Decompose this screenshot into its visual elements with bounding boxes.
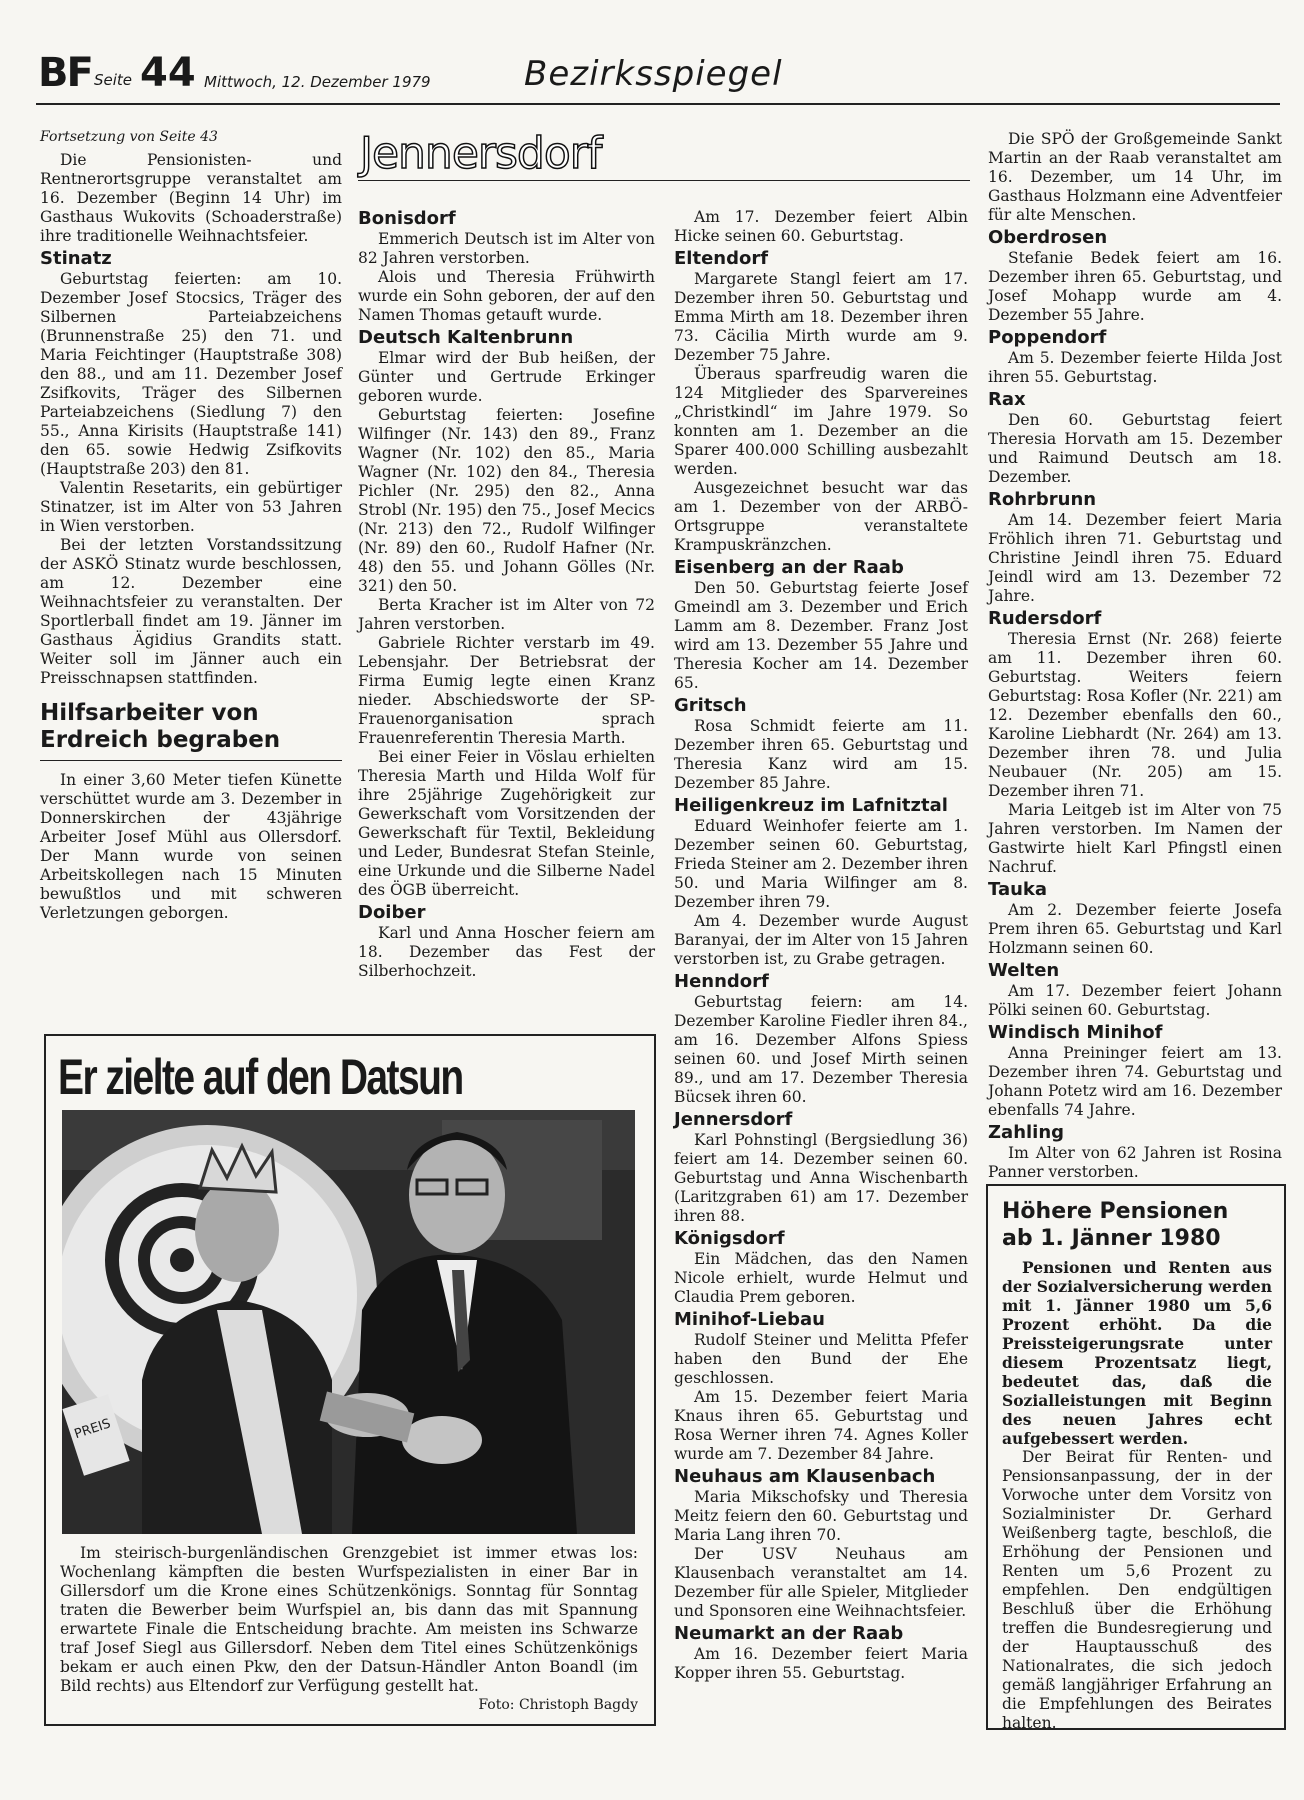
heading-deutsch-kaltenbrunn: Deutsch Kaltenbrunn xyxy=(358,327,574,348)
article-paragraph: Margarete Stangl feiert am 17. Dezember ihren 50. Geburtstag und Emma Mirth am 18. Dezember ihren 73. Cäcilia Mirth wurde am 9. Dezember 75 Jahre. xyxy=(674,270,968,364)
article-paragraph: Der USV Neuhaus am Klausenbach veranstaltet am 14. Dezember für alle Spieler, Mitglieder und Sponsoren eine Weihnachtsfeier. xyxy=(674,1545,968,1620)
article-paragraph: Geburtstag feiern: am 14. Dezember Karoline Fiedler ihren 84., am 16. Dezember Alfons Spiess seinen 60. und Josef Mirth seinen 89., und am 17. Dezember Theresia Bücsek ihren 60. xyxy=(674,993,968,1106)
logo: BF xyxy=(38,50,92,96)
heading-eltendorf: Eltendorf xyxy=(674,248,769,269)
heading-rudersdorf: Rudersdorf xyxy=(988,608,1102,629)
article-paragraph: Bei einer Feier in Vöslau erhielten Theresia Marth und Hilda Wolf für ihre 25jährige Zugehörigkeit zur Gewerkschaft vom Vorsitzenden der Gewerkschaft für Textil, Bekleidung und Leder, Bundesrat Stefan Steinle, eine Urkunde und die Silberne Nadel des ÖGB überreicht. xyxy=(358,748,655,899)
heading-windisch-minihof: Windisch Minihof xyxy=(988,1022,1163,1043)
heading-rohrbrunn: Rohrbrunn xyxy=(988,489,1097,510)
article-paragraph: Den 50. Geburtstag feierte Josef Gmeindl am 3. Dezember und Erich Lamm am 8. Dezember. Franz Jost wird am 13. Dezember 55 Jahre und Theresia Kocher am 14. Dezember 65. xyxy=(674,579,968,692)
heading-welten: Welten xyxy=(988,960,1060,981)
headline-line-2: Erdreich begraben xyxy=(40,727,281,753)
photo-credit: Foto: Christoph Bagdy xyxy=(478,1697,638,1713)
article-paragraph: Elmar wird der Bub heißen, der Günter und Gertrude Erkinger geboren wurde. xyxy=(358,349,655,405)
pensionen-headline xyxy=(1002,1198,1272,1252)
section-title: Bezirksspiegel xyxy=(524,54,783,94)
article-paragraph: Am 4. Dezember wurde August Baranyai, der im Alter von 15 Jahren verstorben ist, zu Grabe getragen. xyxy=(674,912,968,968)
article-paragraph: Am 16. Dezember feiert Maria Kopper ihren 55. Geburtstag. xyxy=(674,1645,968,1682)
article-paragraph: Am 14. Dezember feiert Maria Fröhlich ihren 71. Geburtstag und Christine Jeindl ihren 75. Eduard Jeindl wird am 13. Dezember 72 Jahre. xyxy=(988,511,1282,605)
sash-text: PREIS xyxy=(72,1416,113,1443)
heading-henndorf: Henndorf xyxy=(674,971,769,992)
issue-date: Mittwoch, 12. Dezember 1979 xyxy=(204,73,431,91)
article-paragraph: Im Alter von 62 Jahren ist Rosina Panner verstorben. xyxy=(988,1144,1282,1181)
article-paragraph: Der Beirat für Renten- und Pensionsanpassung, der in der Vorwoche unter dem Vorsitz von Sozialminister Dr. Gerhard Weißenberg tagte, beschloß, die Erhöhung der Pensionen und Renten um 5,6 Prozent zu empfehlen. Den endgültigen Beschluß über die Erhöhung treffen die Bundesregierung und der Hauptausschuß des Nationalrates, die sich jedoch gemäß langjähriger Erfahrung an die Empfehlungen des Beirates halten. xyxy=(1002,1448,1272,1732)
article-paragraph: Maria Leitgeb ist im Alter von 75 Jahren verstorben. Im Namen der Gastwirte hielt Karl Pfingstl einen Nachruf. xyxy=(988,801,1282,876)
article-paragraph: Am 15. Dezember feiert Maria Knaus ihren 65. Geburtstag und Rosa Werner ihren 74. Agnes Koller wurde am 7. Dezember 84 Jahre. xyxy=(674,1388,968,1463)
caption-text: Im steirisch-burgenländischen Grenzgebiet ist immer etwas los: Wochenlang kämpften die besten Wurfspezialisten in einer Bar in Gillersdorf um die Krone eines Schützenkönigs. Sonntag für Sonntag traten die Bewerber beim Wurfspiel an, bis dann das mit Spannung erwartete Finale die Entscheidung brachte. Am meisten ins Schwarze traf Josef Siegl aus Gillersdorf. Neben dem Titel eines Schützenkönigs bekam er auch einen Pkw, den der Datsun-Händler Anton Boandl (im Bild rechts) aus Eltendorf zur Verfügung gestellt hat. xyxy=(60,1544,638,1695)
column-left xyxy=(40,128,342,923)
heading-tauka: Tauka xyxy=(988,879,1048,900)
heading-neuhaus: Neuhaus am Klausenbach xyxy=(674,1466,936,1487)
heading-zahling: Zahling xyxy=(988,1122,1065,1143)
divider xyxy=(358,180,970,181)
article-paragraph: Karl und Anna Hoscher feiern am 18. Dezember das Fest der Silberhochzeit. xyxy=(358,924,655,980)
page-label: Seite xyxy=(94,71,133,89)
jennersdorf-section-title: Jennersdorf xyxy=(360,128,602,179)
divider xyxy=(40,760,342,761)
heading-neumarkt: Neumarkt an der Raab xyxy=(674,1623,904,1644)
heading-doiber: Doiber xyxy=(358,902,426,923)
article-paragraph: Rudolf Steiner und Melitta Pfefer haben den Bund der Ehe geschlossen. xyxy=(674,1331,968,1387)
pensionen-lead: Pensionen und Renten aus der Sozialversicherung werden mit 1. Jänner 1980 um 5,6 Prozent erhöht. Da die Preissteigerungsrate unter diesem Prozentsatz liegt, bedeutet das, daß die Sozialleistungen mit Beginn des neuen Jahres echt aufgebessert werden. xyxy=(1002,1258,1272,1448)
article-paragraph: Gabriele Richter verstarb im 49. Lebensjahr. Der Betriebsrat der Firma Eumig legte einen Kranz nieder. Abschiedsworte der SP-Frauenorganisation sprach Frauenreferentin Theresia Marth. xyxy=(358,634,655,747)
page-number: 44 xyxy=(140,50,196,96)
article-paragraph: Die SPÖ der Großgemeinde Sankt Martin an der Raab veranstaltet am 16. Dezember, um 14 Uhr, im Gasthaus Holzmann eine Adventfeier für alte Menschen. xyxy=(988,130,1282,224)
heading-koenigsdorf: Königsdorf xyxy=(674,1228,785,1249)
article-paragraph: Am 17. Dezember feiert Albin Hicke seinen 60. Geburtstag. xyxy=(674,208,968,245)
column-4 xyxy=(988,130,1282,1182)
heading-minihof-liebau: Minihof-Liebau xyxy=(674,1309,825,1330)
article-paragraph: Rosa Schmidt feierte am 11. Dezember ihren 65. Geburtstag und Theresia Kanz wird am 15. Dezember 85 Jahre. xyxy=(674,717,968,792)
continuation-note: Fortsetzung von Seite 43 xyxy=(40,129,218,145)
article-paragraph: Valentin Resetarits, ein gebürtiger Stinatzer, ist im Alter von 53 Jahren in Wien verstorben. xyxy=(40,479,342,535)
article-paragraph: Eduard Weinhofer feierte am 1. Dezember seinen 60. Geburtstag, Frieda Steiner am 2. Dezember ihren 50. und Maria Wilfinger am 8. Dezember ihren 79. xyxy=(674,817,969,911)
column-2 xyxy=(358,206,655,981)
headline-line-1: Hilfsarbeiter von xyxy=(40,700,259,726)
article-paragraph: Bei der letzten Vorstandssitzung der ASKÖ Stinatz wurde beschlossen, am 12. Dezember eine Weihnachtsfeier zu veranstalten. Der Sportlerball findet am 19. Jänner im Gasthaus Ägidius Grandits statt. Weiter soll im Jänner auch ein Preisschnapsen stattfinden. xyxy=(40,536,342,687)
article-paragraph: In einer 3,60 Meter tiefen Künette verschüttet wurde am 3. Dezember in Donnerskirchen der 43jährige Arbeiter Josef Mühl aus Ollersdorf. Der Mann wurde von seinen Arbeitskollegen nach 15 Minuten bewußtlos und mit schweren Verletzungen geborgen. xyxy=(40,771,342,922)
article-paragraph: Am 5. Dezember feierte Hilda Jost ihren 55. Geburtstag. xyxy=(988,349,1282,386)
pensionen-article-box xyxy=(986,1184,1286,1730)
heading-eisenberg: Eisenberg an der Raab xyxy=(674,557,904,578)
column-3 xyxy=(674,208,968,1683)
article-paragraph: Ausgezeichnet besucht war das am 1. Dezember von der ARBÖ-Ortsgruppe veranstaltete Krampuskränzchen. xyxy=(674,479,968,554)
heading-jennersdorf: Jennersdorf xyxy=(674,1109,793,1130)
article-paragraph: Anna Preininger feiert am 13. Dezember ihren 74. Geburtstag und Johann Potetz wird am 16. Dezember ebenfalls 74 Jahre. xyxy=(988,1044,1282,1119)
article-paragraph: Stefanie Bedek feiert am 16. Dezember ihren 65. Geburtstag, und Josef Mohapp wurde am 4. Dezember 55 Jahre. xyxy=(988,249,1282,324)
heading-oberdrosen: Oberdrosen xyxy=(988,227,1108,248)
pensionen-headline-line-2: ab 1. Jänner 1980 xyxy=(1002,1226,1221,1251)
heading-poppendorf: Poppendorf xyxy=(988,327,1107,348)
article-paragraph: Die Pensionisten- und Rentnerortsgruppe veranstaltet am 16. Dezember (Beginn 14 Uhr) im Gasthaus Wukovits (Schoaderstraße) ihre traditionelle Weihnachtsfeier. xyxy=(40,151,342,245)
heading-stinatz: Stinatz xyxy=(40,248,112,269)
article-paragraph: Am 2. Dezember feierte Josefa Prem ihren 65. Geburtstag und Karl Holzmann seinen 60. xyxy=(988,901,1282,957)
photo-illustration xyxy=(62,1110,635,1534)
article-paragraph: Am 17. Dezember feiert Johann Pölki seinen 60. Geburtstag. xyxy=(988,982,1282,1019)
heading-gritsch: Gritsch xyxy=(674,695,747,716)
article-paragraph: Ein Mädchen, das den Namen Nicole erhielt, wurde Helmut und Claudia Prem geboren. xyxy=(674,1250,968,1306)
header-rule xyxy=(36,103,1280,105)
news-photo xyxy=(62,1110,635,1534)
article-paragraph: Den 60. Geburtstag feiert Theresia Horvath am 15. Dezember und Raimund Deutsch am 18. Dezember. xyxy=(988,411,1282,486)
heading-heiligenkreuz: Heiligenkreuz im Lafnitztal xyxy=(674,795,948,816)
article-paragraph: Maria Mikschofsky und Theresia Meitz feiern den 60. Geburtstag und Maria Lang ihren 70. xyxy=(674,1488,968,1544)
photo-caption xyxy=(60,1544,638,1715)
article-paragraph: Theresia Ernst (Nr. 268) feierte am 11. Dezember ihren 60. Geburtstag. Weiters feiern Geburtstag: Rosa Kofler (Nr. 221) am 12. Dezember ebenfalls den 60., Karoline Liebhardt (Nr. 264) am 13. Dezember ihren 78. und Julia Neubauer (Nr. 205) am 15. Dezember ihren 71. xyxy=(988,630,1282,800)
datsun-headline: Er zielte auf den Datsun xyxy=(58,1049,463,1105)
heading-bonisdorf: Bonisdorf xyxy=(358,208,456,229)
pensionen-headline-line-1: Höhere Pensionen xyxy=(1002,1199,1229,1224)
article-paragraph: Geburtstag feierten: Josefine Wilfinger (Nr. 143) den 89., Franz Wagner (Nr. 102) den 85., Maria Wagner (Nr. 102) den 84., Theresia Pichler (Nr. 295) den 82., Anna Strobl (Nr. 195) den 75., Josef Mecics (Nr. 213) den 72., Rudolf Wilfinger (Nr. 89) den 60., Rudolf Hafner (Nr. 48) den 55. und Johann Gölles (Nr. 321) den 50. xyxy=(358,406,655,595)
article-paragraph: Überaus sparfreudig waren die 124 Mitglieder des Sparvereines „Christkindl“ im Jahre 1979. So konnten am 1. Dezember an die Sparer 400.000 Schilling ausbezahlt werden. xyxy=(674,365,968,478)
headline-hilfsarbeiter xyxy=(40,700,342,754)
article-paragraph: Geburtstag feierten: am 10. Dezember Josef Stocsics, Träger des Silbernen Parteiabzeichens (Brunnenstraße 25) den 71. und Maria Feichtinger (Hauptstraße 308) den 88., und am 11. Dezember Josef Zsifkovits, Träger des Silbernen Parteiabzeichens (Siedlung 7) den 55., Anna Kirisits (Hauptstraße 141) den 65. sowie Hedwig Zsifkovits (Hauptstraße 203) den 81. xyxy=(40,270,342,478)
article-paragraph: Emmerich Deutsch ist im Alter von 82 Jahren verstorben. xyxy=(358,230,655,267)
article-paragraph: Alois und Theresia Frühwirth wurde ein Sohn geboren, der auf den Namen Thomas getauft wurde. xyxy=(358,268,655,324)
heading-rax: Rax xyxy=(988,389,1026,410)
article-paragraph: Berta Kracher ist im Alter von 72 Jahren verstorben. xyxy=(358,596,655,633)
article-paragraph: Karl Pohnstingl (Bergsiedlung 36) feiert am 14. Dezember seinen 60. Geburtstag und Anna Wischenbarth (Laritzgraben 61) am 17. Dezember ihren 88. xyxy=(674,1131,968,1225)
pensionen-content xyxy=(1002,1198,1272,1733)
